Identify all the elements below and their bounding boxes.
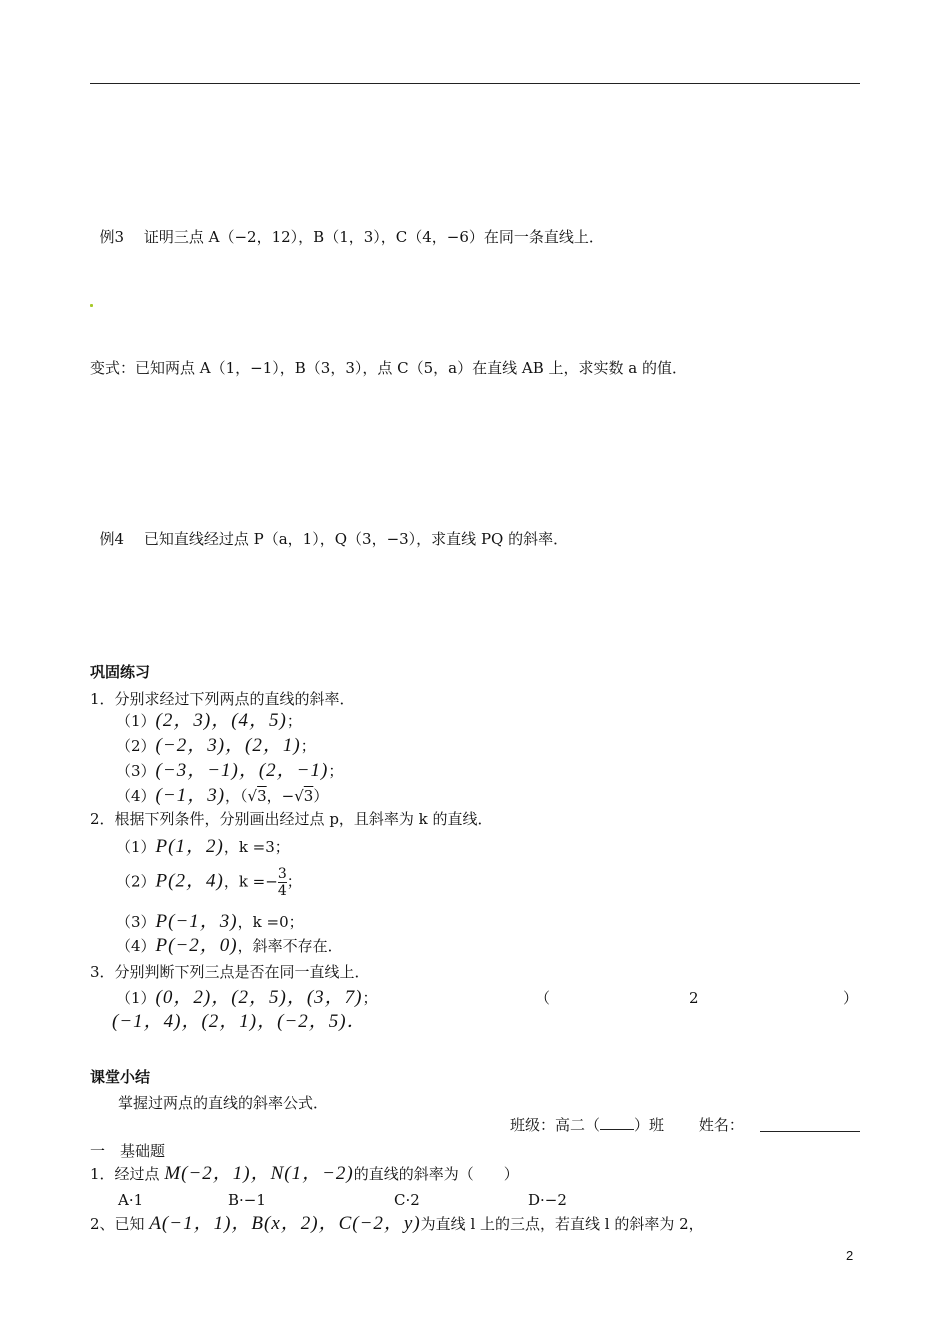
practice-q2: 2．根据下列条件，分别画出经过点 p，且斜率为 k 的直线． bbox=[90, 810, 493, 828]
variant-problem: 变式：已知两点 A（1，−1），B（3，3），点 C（5，a）在直线 AB 上，求实数 a 的值． bbox=[90, 359, 687, 377]
artifact-dot bbox=[90, 304, 93, 307]
example4-text: 已知直线经过点 P（a，1），Q（3，−3），求直线 PQ 的斜率． bbox=[143, 530, 569, 548]
example4-label: 例4 bbox=[99, 530, 125, 548]
q1-item-2: （2）(−2，3)，(2，1)； bbox=[116, 735, 316, 756]
summary-title: 课堂小结 bbox=[90, 1068, 151, 1086]
q3-item-1: （1）(0，2)，(2，5)，(3，7)； bbox=[116, 987, 378, 1008]
class-info: 班级：高二（ ）班 姓名： bbox=[510, 1116, 744, 1134]
option-b: B·−1 bbox=[228, 1191, 266, 1209]
q2-item-1: （1）P(1，2)，k =3； bbox=[116, 836, 290, 857]
basic-title: 一 基础题 bbox=[90, 1142, 166, 1160]
practice-q1: 1．分别求经过下列两点的直线的斜率． bbox=[90, 690, 355, 708]
q1-item-4: （4）(−1，3)，（√3，−√3） bbox=[116, 785, 329, 806]
q3-paren-num: 2 bbox=[689, 989, 699, 1007]
basic-q2: 2、已知 A(−1，1)，B(x，2)，C(−2，y)为直线 l 上的三点，若直线 l 的斜率为 2， bbox=[90, 1213, 704, 1234]
fraction: $\frac{3}{4}$ bbox=[277, 866, 287, 899]
example3-label: 例3 bbox=[99, 228, 125, 246]
option-c: C·2 bbox=[394, 1191, 420, 1209]
q1-item-1: （1）(2，3)，(4，5)； bbox=[116, 710, 302, 731]
basic-q1: 1．经过点 M(−2，1)，N(1，−2)的直线的斜率为（ ） bbox=[90, 1163, 519, 1184]
q2-item-2: （2）P(2，4)，k =− $\frac{3}{4}$ ； bbox=[116, 866, 302, 899]
q3-paren-left: （ bbox=[535, 989, 551, 1007]
q1-item-3: （3）(−3，−1)，(2，−1)； bbox=[116, 760, 344, 781]
option-d: D·−2 bbox=[528, 1191, 567, 1209]
example3-text: 证明三点 A（−2，12），B（1，3），C（4，−6）在同一条直线上． bbox=[143, 228, 604, 246]
class-blank[interactable] bbox=[600, 1115, 634, 1130]
q2-item-4: （4）P(−2，0)，斜率不存在． bbox=[116, 935, 343, 956]
q3-item-2: (−1，4)，(2，1)，(−2，5)． bbox=[112, 1011, 367, 1032]
example4 bbox=[90, 509, 568, 549]
option-a: A·1 bbox=[118, 1191, 144, 1209]
summary-text: 掌握过两点的直线的斜率公式． bbox=[118, 1094, 329, 1112]
practice-q3: 3．分别判断下列三点是否在同一直线上． bbox=[90, 963, 370, 981]
practice-title: 巩固练习 bbox=[90, 663, 151, 681]
header-rule bbox=[90, 83, 860, 84]
q2-item-3: （3）P(−1，3)，k =0； bbox=[116, 911, 304, 932]
name-blank[interactable] bbox=[760, 1131, 860, 1132]
example3 bbox=[90, 207, 604, 247]
q3-paren-right: ） bbox=[843, 989, 859, 1007]
page-number: 2 bbox=[846, 1248, 854, 1263]
